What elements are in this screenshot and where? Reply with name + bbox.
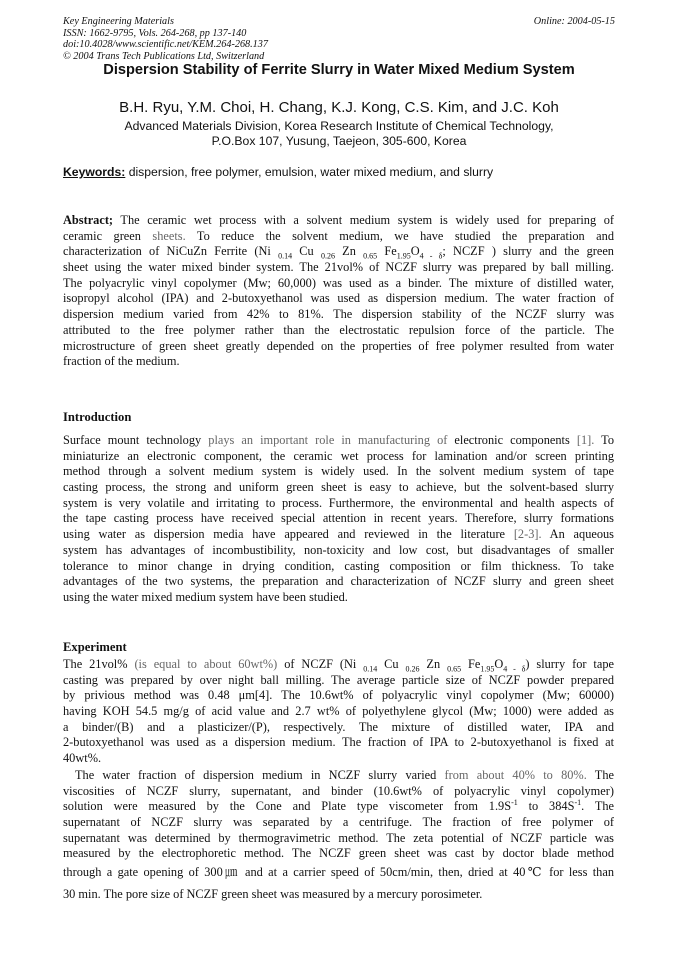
experiment-line: The water fraction of dispersion medium in NCZF slurry varied from about 40% to 80%. The	[75, 768, 614, 782]
keywords	[63, 165, 493, 179]
experiment-line: a binder/(B) and a plasticizer/(P), respectively. The mixture of distilled water, IPA and	[63, 719, 614, 734]
experiment-line: 40wt%.	[63, 751, 102, 766]
abstract-line: sheet using the water mixed binder system. The 21vol% of NCZF slurry was prepared by ball milling.	[63, 260, 614, 275]
keywords-text: dispersion, free polymer, emulsion, water mixed medium, and slurry	[125, 165, 494, 179]
intro-line: the tape casting process have received special attention in recent years. Therefore, slurry formations	[63, 511, 614, 526]
paper-title: Dispersion Stability of Ferrite Slurry in Water Mixed Medium System	[103, 62, 575, 78]
abstract-label: Abstract;	[63, 213, 114, 227]
introduction-heading: Introduction	[63, 410, 132, 424]
abstract-line: attributed to the free polymer rather than the electrostatic repulsion force of the particle. The	[63, 322, 614, 337]
experiment-line: 30 min. The pore size of NCZF green sheet was measured by a mercury porosimeter.	[63, 887, 483, 902]
abstract-line: The polyacrylic vinyl copolymer (Mw; 60,000) was used as a binder. The mixture of distilled water,	[63, 275, 614, 290]
experiment-line: The 21vol% (is equal to about 60wt%) of NCZF (Ni $_{0.14}$ Cu $_{0.26}$ Zn $_{0.65}$ $Fe_{1.95}O_{4 - \delta}$) slurry for tape	[63, 657, 614, 674]
intro-line: system has advantages of incombustibility, non-toxicity and low cost, but disadvantages of smaller	[63, 542, 614, 557]
affiliation-line-1: Advanced Materials Division, Korea Research Institute of Chemical Technology,	[124, 119, 554, 133]
intro-line: using water as dispersion media have appeared and reviewed in the literature [2-3]. An aqueous	[63, 527, 614, 542]
intro-line: method through a solvent medium system is widely used. In the solvent medium system of tape	[63, 464, 614, 479]
affiliation-line-2: P.O.Box 107, Yusung, Taejeon, 305-600, Korea	[211, 134, 467, 148]
affiliation	[40, 119, 638, 149]
issn-line: ISSN: 1662-9795, Vols. 264-268, pp 137-140	[63, 27, 247, 39]
abstract-paragraph	[63, 213, 614, 370]
intro-line: Surface mount technology plays an important role in manufacturing of electronic components [1]. To	[63, 433, 614, 447]
abstract-line: dispersion medium varied from 42% to 81%. The dispersion stability of the NCZF slurry was	[63, 307, 614, 322]
copyright-line: © 2004 Trans Tech Publications Ltd, Switzerland	[63, 50, 265, 62]
abstract-line: isopropyl alcohol (IPA) and 2-butoxyethanol was used as dispersion medium. The water fraction of	[63, 291, 614, 306]
abstract-line: fraction of the medium.	[63, 354, 180, 369]
experiment-line: casting was prepared by over night ball milling. The average particle size of NCZF powder prepared	[63, 672, 614, 687]
author-list: B.H. Ryu, Y.M. Choi, H. Chang, K.J. Kong, C.S. Kim, and J.C. Koh	[119, 99, 559, 116]
intro-line: using the water mixed medium system have been studied.	[63, 589, 348, 604]
experiment-line: solution were measured by the Cone and Plate type viscometer from $1.9S^{-1}$ to $384S^{-1}$. The	[63, 798, 615, 814]
doi-line: doi:10.4028/www.scientific.net/KEM.264-268.137	[63, 39, 268, 50]
abstract-line: Abstract; The ceramic wet process with a solvent medium system is widely used for preparing of	[63, 213, 614, 227]
experiment-line: 2-butoxyethanol was used as a dispersion medium. The fraction of IPA to 2-butoxyethanol is fixed at	[63, 735, 614, 750]
intro-line: advantages of the two systems, the preparation and characterization of NCZF slurry and green sheet	[63, 574, 614, 589]
abstract-line: microstructure of green sheet greatly depended on the properties of free polymer resulted from water	[63, 338, 614, 353]
journal-header	[63, 16, 615, 62]
experiment-paragraph-1	[63, 657, 614, 767]
experiment-paragraph-2	[63, 767, 614, 905]
keywords-label: Keywords:	[63, 165, 126, 179]
experiment-line: viscosities of NCZF slurry, supernatant, and binder (10.6wt% of polyacrylic vinyl copolymer)	[63, 783, 614, 798]
experiment-line: by privious method was 0.48 μm[4]. The 10.6wt% of polyacrylic vinyl copolymer (Mw; 60000)	[63, 688, 614, 703]
intro-line: tolerance to minor change in drying condition, casting composition or film thickness. To take	[63, 558, 614, 573]
experiment-line: supernatant was determined by thermogravimetric method. The zeta potential of NCZF particle was	[63, 830, 614, 845]
experiment-heading: Experiment	[63, 640, 127, 654]
journal-name: Key Engineering Materials	[63, 16, 174, 27]
experiment-line: through a gate opening of 300㎛ and at a carrier speed of 50cm/min, then, dried at 40℃ for less than	[63, 865, 614, 880]
abstract-line: characterization of NiCuZn Ferrite (Ni $_{0.14}$ Cu $_{0.26}$ Zn $_{0.65}$ $Fe_{1.95}O_{4 - \delta}$; NCZF ) slurry and the green	[63, 244, 614, 261]
abstract-line: ceramic green sheets. To reduce the solvent medium, we have studied the preparation and	[63, 228, 615, 243]
experiment-line: having KOH 54.5 mg/g of acid value and 2.7 wt% of polyethylene glycol (Mw; 1000) were added as	[63, 704, 614, 719]
intro-line: system is very volatile and irritating to process. Furthermore, the environmental and health aspects of	[63, 495, 614, 510]
experiment-line: supernatant of NCZF slurry was separated by a centrifuge. The fraction of free polymer of	[63, 815, 614, 830]
online-date: Online: 2004-05-15	[533, 16, 615, 27]
experiment-line: measured by the electrophoretic method. The NCZF green sheet was cast by doctor blade method	[63, 846, 614, 861]
intro-line: casting process, the strong and uniform green sheet is easy to achieve, but the solvent-based slurry	[63, 480, 614, 495]
intro-line: miniaturize an electronic component, the ceramic wet process for lamination and/or screen printing	[63, 448, 614, 463]
introduction-paragraph	[63, 433, 614, 606]
